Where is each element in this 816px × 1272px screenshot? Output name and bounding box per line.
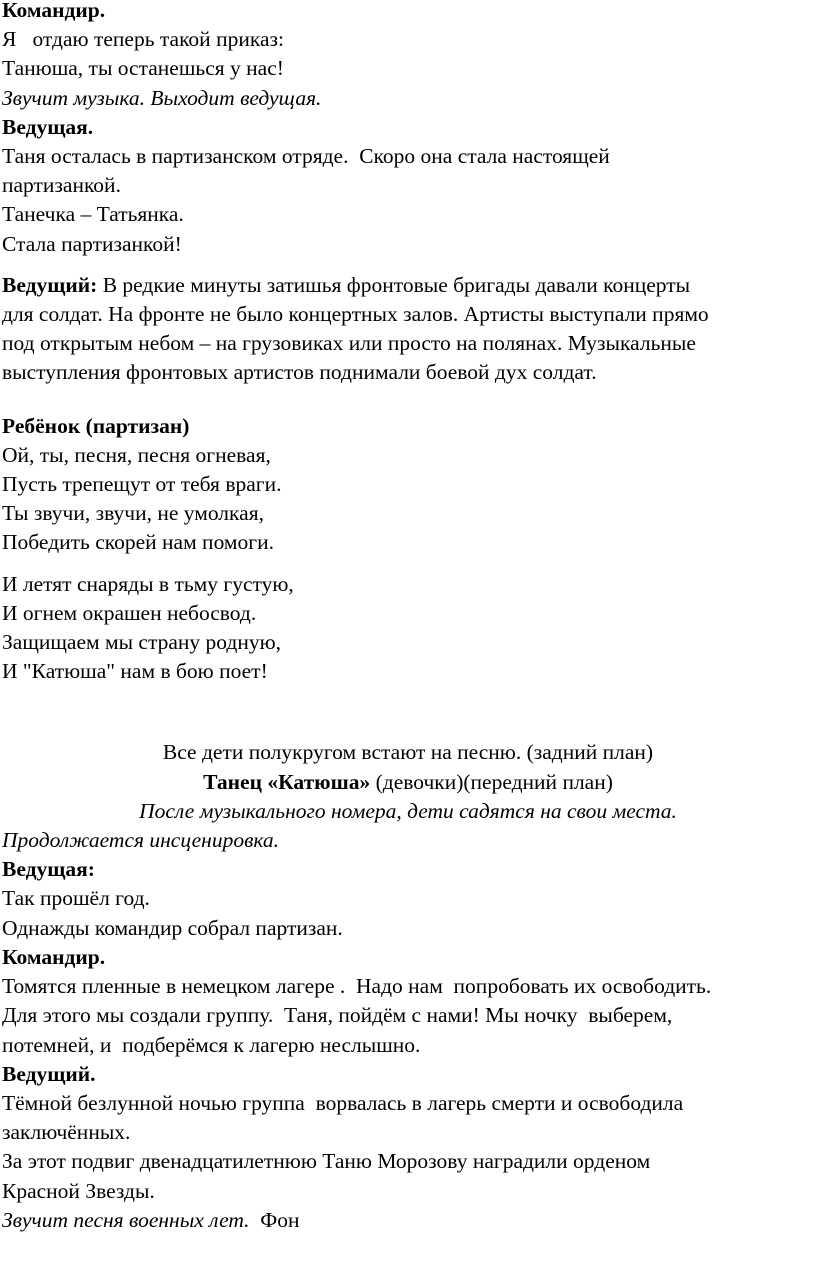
poem-line: Пусть трепещут от тебя враги. (2, 472, 282, 497)
dialogue-line: Я отдаю теперь такой приказ: (2, 27, 284, 52)
dialogue-line: Танечка – Татьянка. (2, 202, 184, 227)
paragraph-gap (2, 388, 814, 412)
stage-direction: Звучит музыка. Выходит ведущая. (2, 85, 322, 110)
host-paragraph-text: В редкие минуты затишья фронтовые бригады давали концерты (97, 272, 691, 297)
stanza-gap (2, 558, 814, 570)
dialogue-line: Томятся пленные в немецком лагере . Надо нам попробовать их освободить. (2, 974, 712, 999)
poem-line: Ой, ты, песня, песня огневая, (2, 442, 271, 467)
host-paragraph-line: для солдат. На фронте не было концертных залов. Артисты выступали прямо (2, 302, 709, 327)
host-paragraph-line: под открытым небом – на грузовиках или просто на полянах. Музыкальные (2, 331, 696, 356)
dialogue-line: Так прошёл год. (2, 886, 150, 911)
speaker-heading-commander: Командир. (2, 0, 106, 22)
document-page (2, 0, 814, 1235)
poem-line: И летят снаряды в тьму густую, (2, 571, 294, 596)
speaker-heading-host: Ведущая. (2, 114, 94, 139)
speaker-heading-host-male: Ведущий. (2, 1061, 96, 1086)
poem-line: И огнем окрашен небосвод. (2, 600, 257, 625)
final-song-direction: Звучит песня военных лет. (2, 1207, 250, 1232)
speaker-heading-host-male: Ведущий: (2, 272, 98, 297)
dance-details: (девочки)(передний план) (370, 769, 613, 794)
section-gap (2, 686, 814, 738)
after-dance-direction: После музыкального номера, дети садятся на свои места. (139, 798, 677, 823)
final-direction (2, 1206, 814, 1235)
poem-line: И "Катюша" нам в бою поет! (2, 659, 268, 684)
dialogue-line: партизанкой. (2, 173, 121, 198)
host-paragraph-line (2, 271, 814, 300)
dance-title: Танец «Катюша» (203, 769, 371, 794)
speaker-heading-child: Ребёнок (партизан) (2, 413, 190, 438)
dialogue-line: заключённых. (2, 1120, 131, 1145)
dialogue-line: Однажды командир собрал партизан. (2, 915, 343, 940)
speaker-heading-commander: Командир. (2, 944, 106, 969)
host-paragraph-line: выступления фронтовых артистов поднимали боевой дух солдат. (2, 360, 597, 385)
poem-line: Победить скорей нам помоги. (2, 530, 274, 555)
dialogue-line: потемней, и подберёмся к лагерю неслышно. (2, 1032, 421, 1057)
final-background-note: Фон (249, 1207, 300, 1232)
dialogue-line: Танюша, ты останешься у нас! (2, 56, 284, 81)
dialogue-line: За этот подвиг двенадцатилетнюю Таню Морозову наградили орденом (2, 1149, 651, 1174)
speaker-heading-host: Ведущая: (2, 857, 95, 882)
dialogue-line: Для этого мы создали группу. Таня, пойдём с нами! Мы ночку выберем, (2, 1003, 673, 1028)
dialogue-line: Красной Звезды. (2, 1178, 155, 1203)
dance-line (2, 768, 814, 797)
poem-line: Защищаем мы страну родную, (2, 630, 282, 655)
continue-direction: Продолжается инсценировка. (2, 828, 280, 853)
dialogue-line: Тёмной безлунной ночью группа ворвалась в лагерь смерти и освободила (2, 1090, 684, 1115)
song-direction: Все дети полукругом встают на песню. (задний план) (162, 740, 654, 765)
paragraph-gap (2, 259, 814, 271)
dialogue-line: Стала партизанкой! (2, 231, 182, 256)
dialogue-line: Таня осталась в партизанском отряде. Скоро она стала настоящей (2, 144, 610, 169)
poem-line: Ты звучи, звучи, не умолкая, (2, 501, 264, 526)
